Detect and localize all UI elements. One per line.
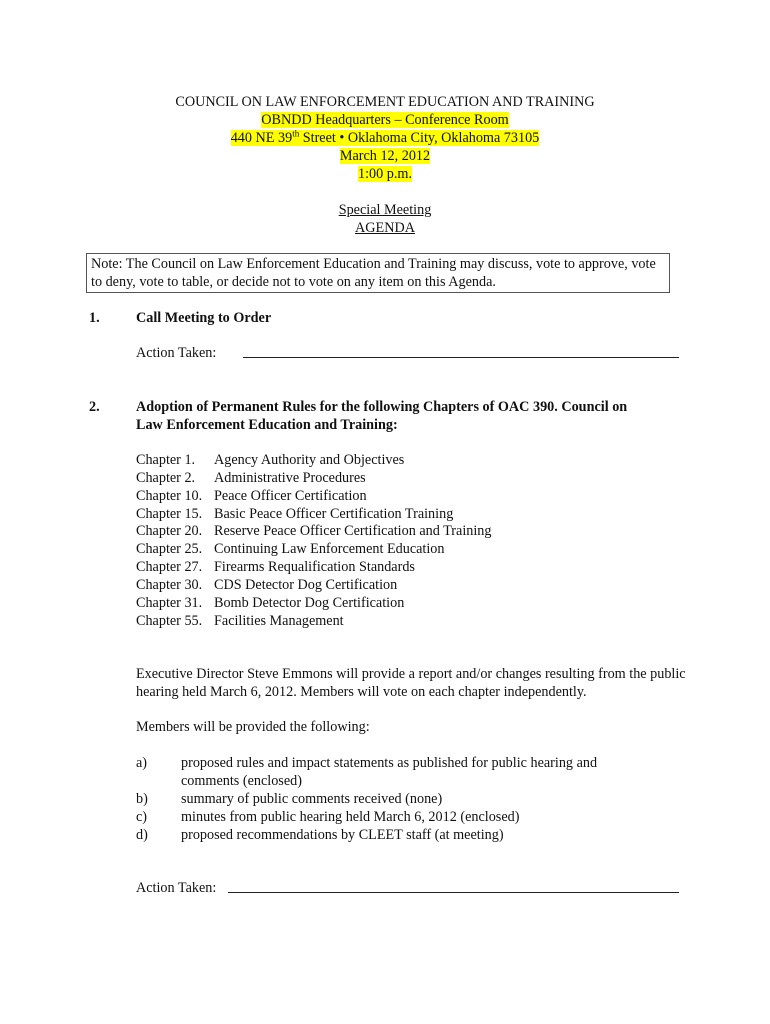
provided-text: proposed rules and impact statements as published for public hearing and comments (enclosed) [181, 755, 598, 789]
provided-intro: Members will be provided the following: [136, 719, 370, 735]
chapter-row [136, 487, 367, 505]
chapter-row [136, 505, 453, 523]
address-sup: th [292, 128, 300, 139]
council-name: COUNCIL ON LAW ENFORCEMENT EDUCATION AND TRAINING [175, 94, 595, 110]
chapter-title: Facilities Management [214, 613, 344, 629]
venue-text: OBNDD Headquarters – Conference Room [261, 112, 509, 128]
date-line [0, 147, 770, 165]
chapter-row [136, 576, 397, 594]
item2-action-label: Action Taken: [136, 880, 217, 896]
chapter-row [136, 612, 344, 630]
agenda-heading-line [0, 219, 770, 237]
chapter-row [136, 540, 445, 558]
address-text [231, 130, 540, 146]
meeting-type-line [0, 201, 770, 219]
chapter-number: Chapter 55. [136, 613, 203, 629]
note-box: Note: The Council on Law Enforcement Education and Training may discuss, vote to approve, vote to deny, vote to table, or decide not to vote on any item on this Agenda. [86, 253, 670, 293]
chapter-row [136, 558, 415, 576]
chapter-row [136, 469, 366, 487]
address-post: Street • Oklahoma City, Oklahoma 73105 [299, 130, 540, 146]
provided-letter: c) [136, 809, 148, 825]
chapter-number: Chapter 20. [136, 523, 203, 539]
chapter-title: Basic Peace Officer Certification Training [214, 506, 454, 522]
chapter-title: Agency Authority and Objectives [214, 452, 405, 468]
chapter-title: CDS Detector Dog Certification [214, 577, 398, 593]
item1-action-line[interactable] [243, 357, 679, 358]
chapter-number: Chapter 31. [136, 595, 203, 611]
address-line [0, 129, 770, 147]
chapter-number: Chapter 27. [136, 559, 203, 575]
chapter-number: Chapter 30. [136, 577, 203, 593]
address-pre: 440 NE 39 [230, 130, 293, 146]
item2-number: 2. [89, 399, 100, 415]
chapter-title: Bomb Detector Dog Certification [214, 595, 405, 611]
item1-title: Call Meeting to Order [136, 310, 272, 326]
provided-text: minutes from public hearing held March 6, 2012 (enclosed) [181, 809, 520, 825]
chapter-number: Chapter 10. [136, 488, 203, 504]
item2-title-line1: Adoption of Permanent Rules for the following Chapters of OAC 390. Council on [136, 399, 628, 415]
agenda-heading: AGENDA [355, 220, 415, 236]
chapter-number: Chapter 25. [136, 541, 203, 557]
item2-action-line[interactable] [228, 892, 679, 893]
meeting-date: March 12, 2012 [339, 148, 431, 164]
report-paragraph: Executive Director Steve Emmons will provide a report and/or changes resulting from the public hearing held March 6, 2012. Members will vote on each chapter independently. [136, 666, 686, 700]
chapter-title: Administrative Procedures [214, 470, 366, 486]
time-line [0, 165, 770, 183]
provided-letter: a) [136, 755, 148, 771]
chapter-row [136, 451, 404, 469]
venue-line [0, 111, 770, 129]
item1-action-label: Action Taken: [136, 345, 217, 361]
provided-text: summary of public comments received (none) [181, 791, 443, 807]
meeting-time: 1:00 p.m. [358, 166, 412, 182]
chapter-title: Continuing Law Enforcement Education [214, 541, 445, 557]
chapter-row [136, 522, 492, 540]
chapter-title: Firearms Requalification Standards [214, 559, 415, 575]
chapter-row [136, 594, 404, 612]
provided-letter: b) [136, 791, 148, 807]
provided-letter: d) [136, 827, 148, 843]
chapter-number: Chapter 15. [136, 506, 203, 522]
chapter-title: Peace Officer Certification [214, 488, 367, 504]
item2-title-line2: Law Enforcement Education and Training: [136, 417, 398, 433]
item1-number: 1. [89, 310, 100, 326]
provided-text: proposed recommendations by CLEET staff (at meeting) [181, 827, 504, 843]
meeting-type: Special Meeting [338, 202, 432, 218]
chapter-number: Chapter 2. [136, 470, 196, 486]
chapter-number: Chapter 1. [136, 452, 196, 468]
chapter-title: Reserve Peace Officer Certification and Training [214, 523, 492, 539]
